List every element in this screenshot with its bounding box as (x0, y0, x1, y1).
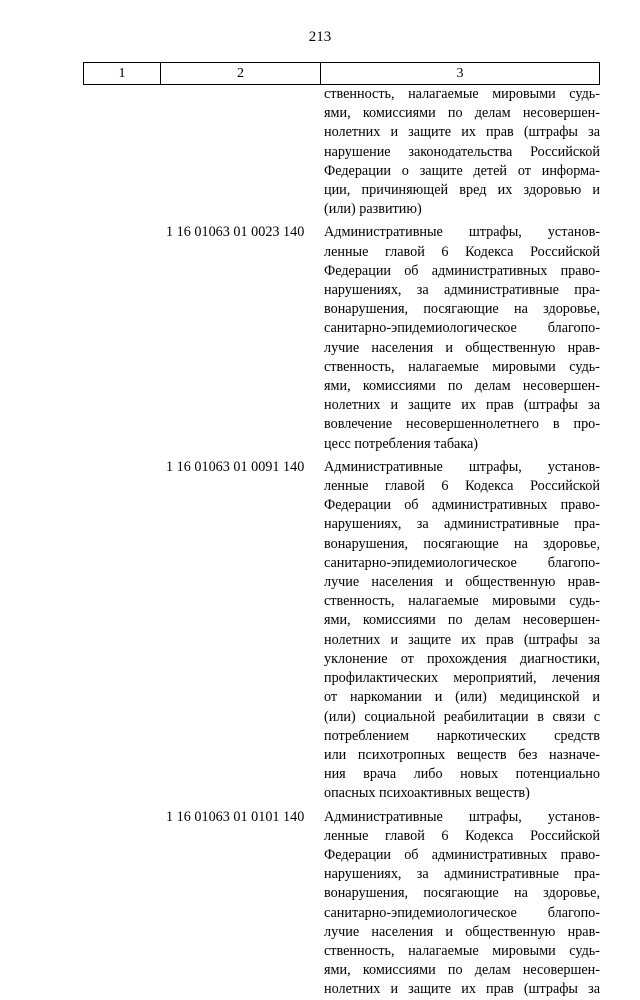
description-line: лучие населения и общественную нрав- (324, 574, 600, 591)
description-line: ями, комиссиями по делам несовершен- (324, 105, 600, 122)
description-line: нолетних и защите их прав (штрафы за (324, 981, 600, 998)
description-line: ями, комиссиями по делам несовершен- (324, 612, 600, 629)
column-header-2: 2 (161, 63, 321, 84)
description-line: Федерации об административных право- (324, 497, 600, 514)
description-line: ственность, налагаемые мировыми судь- (324, 942, 600, 959)
row-cell-1 (83, 808, 160, 1000)
row-code: 1 16 01063 01 0023 140 (166, 224, 305, 241)
description-line: профилактических мероприятий, лечения (324, 670, 600, 687)
description-line: ями, комиссиями по делам несовершен- (324, 378, 600, 395)
table-body (83, 85, 600, 1000)
description-line: санитарно-эпидемиологическое благопо- (324, 320, 600, 337)
description-line: цесс потребления табака) (324, 435, 479, 452)
description-line: (или) развитию) (324, 201, 422, 218)
description-line: Федерации об административных право- (324, 846, 600, 863)
description-line: вонарушения, посягающие на здоровье, (324, 535, 600, 552)
table-header (83, 62, 600, 85)
description-line: ленные главой 6 Кодекса Российской (324, 478, 600, 495)
description-line: ями, комиссиями по делам несовершен- (324, 962, 600, 979)
description-line: от наркомании и (или) медицинской и (324, 689, 600, 706)
description-line: Административные штрафы, установ- (324, 458, 600, 475)
table-row (83, 458, 600, 804)
description-line: Административные штрафы, установ- (324, 224, 600, 241)
description-line: нарушениях, за административные пра- (324, 282, 600, 299)
page-number: 213 (308, 29, 332, 45)
table-row (83, 223, 600, 453)
row-code: 1 16 01063 01 0101 140 (166, 808, 305, 825)
description-line: потреблением наркотических средств (324, 727, 600, 744)
description-line: Федерации о защите детей от информа- (324, 162, 600, 179)
description-line: Федерации об административных право- (324, 262, 600, 279)
description-line: (или) социальной реабилитации в связи с (324, 708, 600, 725)
description-line: нарушениях, за административные пра- (324, 866, 600, 883)
description-line: ственность, налагаемые мировыми судь- (324, 358, 600, 375)
description-line: нолетних и защите их прав (штрафы за (324, 124, 600, 141)
row-description (324, 458, 600, 804)
description-line: нарушение законодательства Российской (324, 143, 600, 160)
row-cell-1 (83, 85, 160, 219)
description-line: ственность, налагаемые мировыми судь- (324, 593, 600, 610)
row-description (324, 808, 600, 1000)
description-line: санитарно-эпидемиологическое благопо- (324, 904, 600, 921)
description-line: лучие населения и общественную нрав- (324, 339, 600, 356)
description-line: ленные главой 6 Кодекса Российской (324, 243, 600, 260)
description-line: ленные главой 6 Кодекса Российской (324, 827, 600, 844)
description-line: уклонение от прохождения диагностики, (324, 650, 600, 667)
description-line: санитарно-эпидемиологическое благопо- (324, 554, 600, 571)
description-line: нолетних и защите их прав (штрафы за (324, 631, 600, 648)
row-code: 1 16 01063 01 0091 140 (166, 458, 305, 475)
description-line: нолетних и защите их прав (штрафы за (324, 397, 600, 414)
description-line: опасных психоактивных веществ) (324, 785, 530, 802)
description-line: вовлечение несовершеннолетнего в про- (324, 416, 600, 433)
description-line: вонарушения, посягающие на здоровье, (324, 885, 600, 902)
description-line: лучие населения и общественную нрав- (324, 923, 600, 940)
row-description (324, 85, 600, 219)
column-header-1: 1 (84, 63, 161, 84)
column-header-3: 3 (456, 66, 464, 81)
table-row (83, 808, 600, 1000)
description-line: ственность, налагаемые мировыми судь- (324, 86, 600, 102)
table-row (83, 85, 600, 219)
row-cell-1 (83, 458, 160, 804)
row-code (160, 85, 320, 219)
description-line: нарушениях, за административные пра- (324, 516, 600, 533)
description-line: ния врача либо новых потенциально (324, 766, 600, 783)
row-description (324, 223, 600, 453)
description-line: ции, причиняющей вред их здоровью и (324, 182, 600, 199)
description-line: или психотропных веществ без назначе- (324, 746, 600, 763)
row-cell-1 (83, 223, 160, 453)
description-line: Административные штрафы, установ- (324, 808, 600, 825)
description-line: вонарушения, посягающие на здоровье, (324, 301, 600, 318)
